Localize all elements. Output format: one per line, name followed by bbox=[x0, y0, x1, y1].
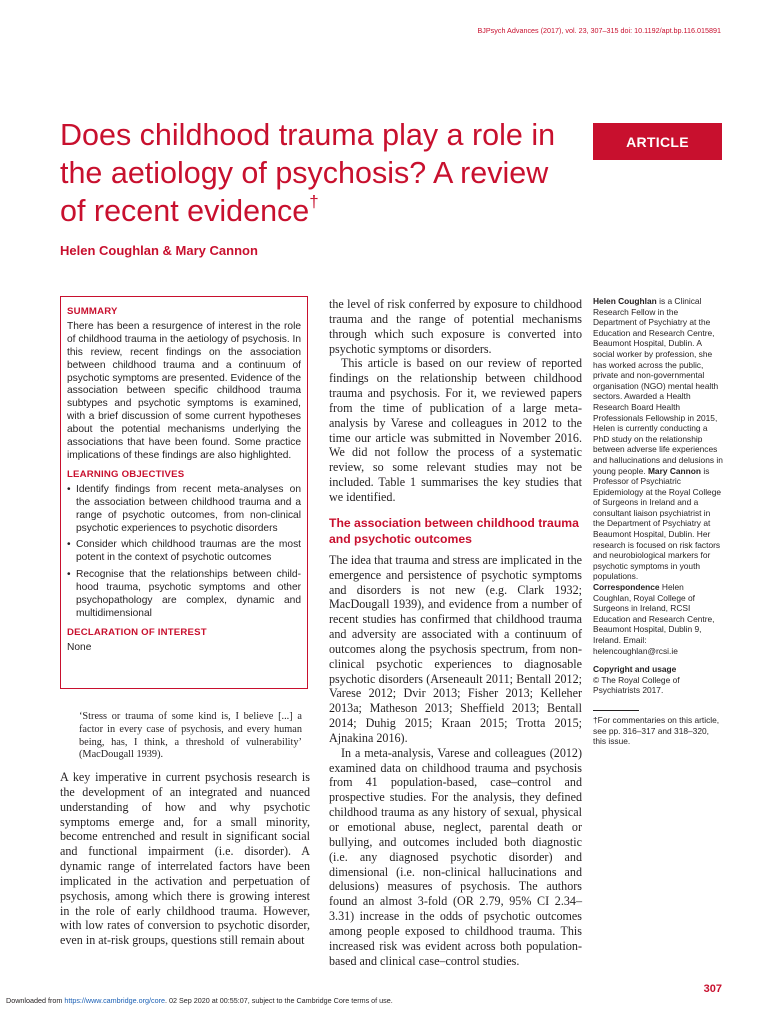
learning-objective-item: • Identify findings from recent meta-analyses on the association between childhood trauma and a range of psychotic outcomes, from non-clinical psychotic experiences to psychotic disorders bbox=[67, 484, 301, 536]
bio-name: Mary Cannon bbox=[647, 465, 702, 476]
author-list: Helen Coughlan & Mary Cannon bbox=[60, 243, 258, 258]
declaration-text: None bbox=[67, 641, 92, 653]
body-paragraph: A key imperative in current psychosis research is the development of an integrated and nuanced understanding of how and why psychotic symptoms emerge and, for a small minority, become entrenched and result in significant social and functional impairment (i.e. disorder). A dynamic range of interrelated factors have been implicated in the activation and perpetuation of psychosis, among which there is growing interest in the role of early childhood trauma. However, with low rates of conversion to psychotic disorder, even in at-risk groups, questions still remain about bbox=[60, 770, 310, 948]
correspondence-label: Correspondence bbox=[593, 582, 660, 593]
footer-suffix: . 02 Sep 2020 at 00:55:07, subject to the Cambridge Core terms of use. bbox=[165, 996, 393, 1005]
body-paragraph: The idea that trauma and stress are implicated in the emergence and persistence of psychotic symptoms and disorders is not new (e.g. Clark 1932; MacDougall 1939), and evidence from a number of recent studies has confirmed that childhood trauma and adversity are associated with a continuum of outcomes along the psychosis spectrum, from non-clinical psychotic experiences to diagnosable psychotic disorders (Arseneault 2011; Bentall 2012; Varese 2012; Dvir 2013; Fisher 2013; Kelleher 2013a; Matheson 2013; Sheffield 2013; Bentall 2014; Duhig 2015; Kraan 2015; Trotta 2015; Ajnakina 2016). bbox=[329, 552, 582, 745]
journal-reference: BJPsych Advances (2017), vol. 23, 307–315 doi: 10.1192/apt.bp.116.015891 bbox=[477, 26, 721, 35]
declaration-heading: DECLARATION OF INTEREST bbox=[67, 626, 207, 638]
learning-objectives-heading: LEARNING OBJECTIVES bbox=[67, 468, 185, 480]
page-number: 307 bbox=[703, 983, 722, 995]
copyright-heading: Copyright and usage bbox=[593, 664, 677, 675]
summary-heading: SUMMARY bbox=[67, 306, 118, 317]
footer-prefix: Downloaded from bbox=[6, 996, 65, 1005]
body-paragraph: This article is based on our review of reported findings on the relationship between childhood trauma and psychosis. For it, we reviewed papers from the time of publication of a large meta-analysis by Varese and colleagues in 2012 to the time our article was submitted in November 2016. We did not follow the process of a systematic review, so some relevant studies may not be included. Table 1 summarises the key studies that we identified. bbox=[329, 356, 582, 504]
bio-text: is a Clinical Research Fellow in the Department of Psychiatry at the Education and Research Centre, Beaumont Hospital, Dublin. A social worker by profession, she has worked across the public, private and non-governmental organisation (NGO) mental health sectors. Awarded a Health Research Board Health Professionals Fellowship in 2015, Helen is currently conducting a PhD study on the relationship between adverse life experiences and hallucinations and delusions in young people. bbox=[593, 296, 723, 476]
correspondence-text: Helen Coughlan, Royal College of Surgeons in Ireland, RCSI Education and Research Centre, Beaumont Hospital, Dublin 9, Ireland. Email: helencoughlan@rcsi.ie bbox=[593, 582, 715, 656]
commentary-footnote: †For commentaries on this article, see pp. 316–317 and 318–320, this issue. bbox=[593, 714, 720, 747]
copyright-text: © The Royal College of Psychiatrists 2017. bbox=[593, 674, 680, 696]
body-paragraph: In a meta-analysis, Varese and colleagues (2012) examined data on childhood trauma and psychosis from 41 population-based, case–control and prospective studies. For the analysis, they defined childhood trauma as any history of sexual, physical or emotional abuse, neglect, parental death or bullying, and outcomes included both diagnostic (i.e. any diagnosed psychotic disorder) and dimensional (i.e. non-clinical hallucinations and delusions) measures of psychosis. The authors found an almost 3-fold (OR 2.79, 95% CI 2.34–3.31) increase in the odds of psychotic outcomes among people exposed to childhood trauma. This increased risk was evident across both population-based and clinical case–control studies. bbox=[329, 745, 582, 968]
summary-box bbox=[60, 296, 308, 689]
article-title bbox=[60, 116, 580, 230]
footnote-divider bbox=[593, 710, 639, 711]
cambridge-core-link[interactable]: https://www.cambridge.org/core bbox=[64, 996, 166, 1005]
body-column-1 bbox=[60, 770, 310, 948]
learning-objectives-list bbox=[67, 484, 301, 621]
bio-text: is Professor of Psychiatric Epidemiology at the Royal College of Surgeons in Ireland and a consultant liaison psychiatrist in the Department of Psychiatry at Beaumont Hospital, Dublin. Her research is focused on risk factors and neurobiological markers for psychotic symptoms in youth populations. bbox=[593, 465, 722, 582]
article-title-text: Does childhood trauma play a role in the aetiology of psychosis? A review of recent evidence bbox=[60, 118, 556, 228]
body-paragraph: the level of risk conferred by exposure to childhood trauma and the range of potential mechanisms through which such exposure is converted into psychotic symptoms or disorders. bbox=[329, 297, 582, 356]
article-type-label: ARTICLE bbox=[593, 123, 722, 160]
learning-objective-item: • Recognise that the relationships between childhood trauma, psychotic symptoms and other psychopathology are complex, dynamic and multidimensional bbox=[67, 569, 301, 621]
section-heading: The association between childhood trauma and psychotic outcomes bbox=[329, 515, 579, 546]
author-bios bbox=[593, 296, 723, 582]
summary-text: There has been a resurgence of interest in the role of childhood trauma in the aetiology of psychosis. In this review, recent findings on the association between childhood trauma and a continuum of psychotic symptoms are presented. Evidence of the association between specific childhood trauma subtypes and psychotic symptoms is examined, with a brief discussion of some current hypotheses about the potential mechanisms underlying the associations that have been found. Some practice implications of these findings are also highlighted. bbox=[67, 320, 301, 461]
correspondence bbox=[593, 582, 723, 656]
body-column-2 bbox=[329, 297, 582, 968]
sidebar-column bbox=[593, 296, 723, 747]
learning-objective-item: • Consider which childhood traumas are the most potent in the context of psychotic outcomes bbox=[67, 539, 301, 565]
bio-name: Helen Coughlan bbox=[593, 296, 657, 306]
download-footer bbox=[6, 996, 393, 1005]
title-footnote-marker: † bbox=[309, 192, 319, 211]
epigraph-quote: ‘Stress or trauma of some kind is, I believe [...] a factor in every case of psychosis, and every human being, has, I think, a threshold of vulnerability’ (MacDougall 1939). bbox=[79, 711, 302, 761]
